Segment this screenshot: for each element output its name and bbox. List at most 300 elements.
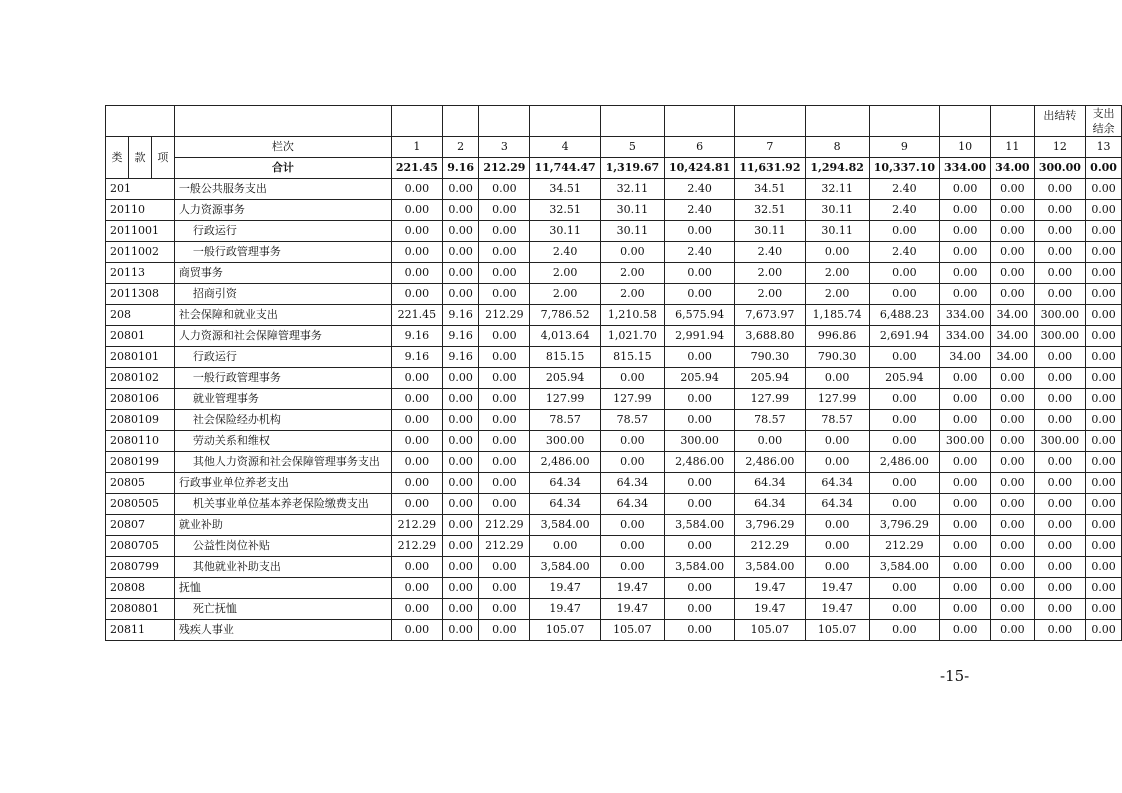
row-value: 0.00 [391, 431, 442, 452]
row-value: 0.00 [665, 263, 735, 284]
row-value: 3,584.00 [869, 557, 939, 578]
row-value: 0.00 [665, 473, 735, 494]
row-value: 6,575.94 [665, 305, 735, 326]
row-name: 一般行政管理事务 [174, 368, 391, 389]
total-value: 221.45 [391, 158, 442, 179]
row-name: 行政运行 [174, 347, 391, 368]
table-body [106, 106, 1122, 641]
row-name: 劳动关系和维权 [174, 431, 391, 452]
row-name: 社会保险经办机构 [174, 410, 391, 431]
row-value: 0.00 [1034, 515, 1086, 536]
row-value: 0.00 [940, 452, 991, 473]
total-value: 1,319.67 [600, 158, 664, 179]
row-value: 300.00 [1034, 431, 1086, 452]
row-code: 2080801 [106, 599, 175, 620]
row-value: 0.00 [869, 221, 939, 242]
col-number: 7 [735, 137, 805, 158]
table-row [106, 473, 1122, 494]
row-value: 0.00 [391, 389, 442, 410]
row-value: 0.00 [1034, 599, 1086, 620]
row-name: 残疾人事业 [174, 620, 391, 641]
row-value: 221.45 [391, 305, 442, 326]
row-value: 0.00 [600, 242, 664, 263]
total-value: 0.00 [1086, 158, 1122, 179]
row-value: 0.00 [665, 410, 735, 431]
row-value: 0.00 [805, 242, 869, 263]
row-value: 0.00 [391, 578, 442, 599]
row-value: 2.00 [805, 263, 869, 284]
row-value: 0.00 [805, 431, 869, 452]
row-value: 0.00 [1034, 578, 1086, 599]
row-value: 300.00 [1034, 305, 1086, 326]
row-value: 0.00 [1034, 473, 1086, 494]
row-value: 212.29 [391, 536, 442, 557]
row-code: 201 [106, 179, 175, 200]
row-value: 0.00 [391, 242, 442, 263]
total-row [106, 158, 1122, 179]
row-value: 0.00 [391, 473, 442, 494]
row-value: 300.00 [530, 431, 600, 452]
row-value: 34.00 [940, 347, 991, 368]
row-value: 64.34 [530, 473, 600, 494]
row-value: 64.34 [805, 473, 869, 494]
table-row [106, 221, 1122, 242]
row-value: 3,584.00 [530, 515, 600, 536]
row-name: 行政事业单位养老支出 [174, 473, 391, 494]
row-value: 0.00 [1086, 410, 1122, 431]
row-value: 2.40 [530, 242, 600, 263]
table-row [106, 599, 1122, 620]
row-value: 34.51 [530, 179, 600, 200]
row-code: 2080505 [106, 494, 175, 515]
row-value: 0.00 [442, 389, 478, 410]
total-value: 1,294.82 [805, 158, 869, 179]
row-code: 20113 [106, 263, 175, 284]
row-value: 212.29 [391, 515, 442, 536]
row-value: 0.00 [940, 410, 991, 431]
row-code: 20807 [106, 515, 175, 536]
row-value: 127.99 [735, 389, 805, 410]
row-value: 30.11 [600, 221, 664, 242]
row-value: 0.00 [991, 179, 1034, 200]
table-row [106, 389, 1122, 410]
table-row [106, 494, 1122, 515]
row-value: 2,691.94 [869, 326, 939, 347]
row-value: 64.34 [735, 473, 805, 494]
row-value: 0.00 [805, 452, 869, 473]
row-value: 0.00 [1086, 389, 1122, 410]
row-value: 0.00 [479, 431, 530, 452]
header-cell-empty [391, 106, 442, 137]
row-value: 0.00 [1086, 200, 1122, 221]
table-row [106, 284, 1122, 305]
row-value: 78.57 [805, 410, 869, 431]
row-value: 0.00 [1034, 410, 1086, 431]
table-row [106, 431, 1122, 452]
row-value: 0.00 [479, 410, 530, 431]
section-header: 款 [128, 137, 151, 179]
row-value: 3,584.00 [665, 557, 735, 578]
row-value: 30.11 [530, 221, 600, 242]
total-value: 11,631.92 [735, 158, 805, 179]
row-value: 34.00 [991, 326, 1034, 347]
row-value: 32.51 [530, 200, 600, 221]
row-value: 9.16 [442, 347, 478, 368]
row-value: 7,673.97 [735, 305, 805, 326]
row-code: 208 [106, 305, 175, 326]
col-number: 9 [869, 137, 939, 158]
row-value: 0.00 [869, 263, 939, 284]
header-cell-empty [940, 106, 991, 137]
row-value: 9.16 [391, 326, 442, 347]
row-value: 0.00 [869, 578, 939, 599]
row-value: 2.00 [600, 284, 664, 305]
row-value: 0.00 [1086, 578, 1122, 599]
row-code: 2080110 [106, 431, 175, 452]
col-number: 11 [991, 137, 1034, 158]
row-value: 0.00 [991, 200, 1034, 221]
header-cell-empty [479, 106, 530, 137]
row-value: 0.00 [600, 452, 664, 473]
row-value: 3,796.29 [735, 515, 805, 536]
col-number: 1 [391, 137, 442, 158]
row-value: 0.00 [479, 389, 530, 410]
row-value: 815.15 [600, 347, 664, 368]
row-name: 公益性岗位补贴 [174, 536, 391, 557]
col-number: 8 [805, 137, 869, 158]
row-value: 205.94 [530, 368, 600, 389]
row-value: 105.07 [735, 620, 805, 641]
header-name-top [174, 106, 391, 137]
row-value: 0.00 [442, 473, 478, 494]
row-value: 0.00 [1086, 473, 1122, 494]
row-value: 64.34 [600, 494, 664, 515]
row-code: 2080109 [106, 410, 175, 431]
item-header: 项 [151, 137, 174, 179]
row-name: 一般公共服务支出 [174, 179, 391, 200]
row-value: 2.00 [805, 284, 869, 305]
table-row [106, 452, 1122, 473]
row-value: 9.16 [442, 305, 478, 326]
row-name: 社会保障和就业支出 [174, 305, 391, 326]
row-value: 0.00 [391, 410, 442, 431]
row-value: 9.16 [442, 326, 478, 347]
row-value: 2,486.00 [530, 452, 600, 473]
row-value: 0.00 [1034, 242, 1086, 263]
row-value: 0.00 [991, 515, 1034, 536]
total-value: 9.16 [442, 158, 478, 179]
row-value: 3,584.00 [665, 515, 735, 536]
row-value: 0.00 [1086, 326, 1122, 347]
row-code: 2080199 [106, 452, 175, 473]
header-corner-top [106, 106, 175, 137]
row-value: 32.11 [805, 179, 869, 200]
row-value: 0.00 [479, 599, 530, 620]
row-value: 0.00 [479, 452, 530, 473]
row-value: 0.00 [479, 347, 530, 368]
row-value: 0.00 [869, 410, 939, 431]
row-value: 0.00 [1086, 536, 1122, 557]
row-value: 30.11 [805, 221, 869, 242]
row-value: 300.00 [1034, 326, 1086, 347]
row-value: 0.00 [391, 599, 442, 620]
row-value: 0.00 [991, 431, 1034, 452]
row-value: 0.00 [665, 494, 735, 515]
row-code: 20805 [106, 473, 175, 494]
row-value: 0.00 [391, 494, 442, 515]
row-value: 19.47 [805, 578, 869, 599]
col-number: 3 [479, 137, 530, 158]
row-value: 105.07 [600, 620, 664, 641]
row-value: 0.00 [600, 368, 664, 389]
row-value: 0.00 [442, 179, 478, 200]
row-value: 19.47 [600, 599, 664, 620]
row-value: 212.29 [479, 305, 530, 326]
row-value: 0.00 [940, 494, 991, 515]
row-value: 2.40 [735, 242, 805, 263]
row-name: 抚恤 [174, 578, 391, 599]
row-value: 0.00 [940, 179, 991, 200]
row-value: 0.00 [665, 389, 735, 410]
table-row [106, 242, 1122, 263]
row-value: 0.00 [991, 578, 1034, 599]
row-value: 0.00 [442, 578, 478, 599]
row-value: 0.00 [940, 536, 991, 557]
row-value: 0.00 [991, 284, 1034, 305]
row-value: 0.00 [442, 242, 478, 263]
row-index-label: 栏次 [174, 137, 391, 158]
row-code: 20811 [106, 620, 175, 641]
row-value: 0.00 [1086, 347, 1122, 368]
row-value: 0.00 [940, 368, 991, 389]
row-value: 0.00 [991, 536, 1034, 557]
row-value: 9.16 [391, 347, 442, 368]
row-value: 0.00 [1034, 263, 1086, 284]
table-row [106, 305, 1122, 326]
row-value: 0.00 [442, 494, 478, 515]
row-value: 0.00 [1034, 620, 1086, 641]
row-value: 64.34 [805, 494, 869, 515]
row-value: 0.00 [391, 200, 442, 221]
row-value: 2,486.00 [665, 452, 735, 473]
row-value: 0.00 [442, 200, 478, 221]
row-value: 0.00 [1086, 305, 1122, 326]
row-value: 300.00 [940, 431, 991, 452]
row-value: 0.00 [479, 179, 530, 200]
row-value: 0.00 [1086, 242, 1122, 263]
row-value: 0.00 [530, 536, 600, 557]
header-cell-empty [869, 106, 939, 137]
row-value: 0.00 [869, 473, 939, 494]
row-value: 0.00 [991, 410, 1034, 431]
row-name: 机关事业单位基本养老保险缴费支出 [174, 494, 391, 515]
total-value: 10,337.10 [869, 158, 939, 179]
row-code: 2011001 [106, 221, 175, 242]
row-value: 2.40 [869, 179, 939, 200]
row-value: 32.51 [735, 200, 805, 221]
row-code: 2011308 [106, 284, 175, 305]
col-number: 2 [442, 137, 478, 158]
total-value: 334.00 [940, 158, 991, 179]
row-value: 0.00 [442, 452, 478, 473]
row-value: 3,796.29 [869, 515, 939, 536]
row-value: 0.00 [991, 473, 1034, 494]
row-value: 6,488.23 [869, 305, 939, 326]
row-value: 0.00 [1034, 557, 1086, 578]
row-value: 212.29 [869, 536, 939, 557]
row-value: 2.40 [665, 179, 735, 200]
row-value: 0.00 [665, 599, 735, 620]
table-row [106, 578, 1122, 599]
row-value: 0.00 [1034, 284, 1086, 305]
header-cell-empty [665, 106, 735, 137]
col-number: 13 [1086, 137, 1122, 158]
row-value: 2.00 [735, 263, 805, 284]
total-value: 10,424.81 [665, 158, 735, 179]
col-number: 6 [665, 137, 735, 158]
row-name: 行政运行 [174, 221, 391, 242]
row-value: 0.00 [869, 599, 939, 620]
row-value: 127.99 [805, 389, 869, 410]
total-value: 212.29 [479, 158, 530, 179]
row-name: 商贸事务 [174, 263, 391, 284]
row-value: 0.00 [991, 557, 1034, 578]
row-value: 127.99 [600, 389, 664, 410]
total-value: 11,744.47 [530, 158, 600, 179]
row-value: 34.00 [991, 305, 1034, 326]
row-value: 0.00 [1086, 557, 1122, 578]
row-value: 0.00 [479, 242, 530, 263]
row-value: 0.00 [442, 599, 478, 620]
row-name: 死亡抚恤 [174, 599, 391, 620]
row-value: 0.00 [1086, 431, 1122, 452]
row-value: 30.11 [805, 200, 869, 221]
row-value: 0.00 [1086, 515, 1122, 536]
row-value: 2.40 [869, 242, 939, 263]
row-value: 0.00 [1034, 200, 1086, 221]
row-value: 0.00 [940, 221, 991, 242]
row-value: 0.00 [1034, 452, 1086, 473]
row-value: 0.00 [1086, 263, 1122, 284]
row-value: 0.00 [442, 620, 478, 641]
row-value: 0.00 [391, 557, 442, 578]
table-row [106, 536, 1122, 557]
row-value: 19.47 [530, 599, 600, 620]
header-cell-empty [735, 106, 805, 137]
row-value: 0.00 [805, 515, 869, 536]
row-name: 就业管理事务 [174, 389, 391, 410]
row-value: 0.00 [479, 221, 530, 242]
row-value: 815.15 [530, 347, 600, 368]
row-code: 2080102 [106, 368, 175, 389]
row-value: 0.00 [665, 284, 735, 305]
row-value: 0.00 [600, 557, 664, 578]
row-value: 0.00 [391, 221, 442, 242]
total-label: 合计 [174, 158, 391, 179]
row-code: 2080106 [106, 389, 175, 410]
row-value: 0.00 [391, 263, 442, 284]
row-value: 0.00 [479, 284, 530, 305]
row-value: 790.30 [805, 347, 869, 368]
class-header: 类 [106, 137, 129, 179]
row-value: 0.00 [391, 620, 442, 641]
row-name: 人力资源和社会保障管理事务 [174, 326, 391, 347]
col-number: 4 [530, 137, 600, 158]
row-code: 20801 [106, 326, 175, 347]
row-value: 0.00 [869, 389, 939, 410]
row-value: 0.00 [600, 431, 664, 452]
row-value: 205.94 [869, 368, 939, 389]
row-code: 2080101 [106, 347, 175, 368]
row-name: 就业补助 [174, 515, 391, 536]
row-code: 2011002 [106, 242, 175, 263]
row-value: 0.00 [442, 536, 478, 557]
row-value: 0.00 [991, 242, 1034, 263]
row-value: 0.00 [869, 347, 939, 368]
row-value: 996.86 [805, 326, 869, 347]
row-value: 0.00 [940, 284, 991, 305]
row-value: 0.00 [391, 284, 442, 305]
budget-table [105, 105, 1122, 641]
row-value: 2,991.94 [665, 326, 735, 347]
row-code: 2080705 [106, 536, 175, 557]
row-value: 0.00 [869, 620, 939, 641]
row-value: 0.00 [391, 368, 442, 389]
header-row-index [106, 137, 1122, 158]
row-value: 0.00 [940, 557, 991, 578]
row-value: 1,210.58 [600, 305, 664, 326]
row-value: 0.00 [869, 494, 939, 515]
row-value: 0.00 [665, 536, 735, 557]
row-value: 78.57 [600, 410, 664, 431]
col12-header: 出结转 [1034, 106, 1086, 137]
col13-header: 支出结余 [1086, 106, 1122, 137]
row-value: 0.00 [665, 578, 735, 599]
col-number: 5 [600, 137, 664, 158]
row-value: 212.29 [735, 536, 805, 557]
row-value: 34.00 [991, 347, 1034, 368]
row-value: 0.00 [442, 368, 478, 389]
row-value: 790.30 [735, 347, 805, 368]
row-name: 其他人力资源和社会保障管理事务支出 [174, 452, 391, 473]
row-value: 0.00 [805, 536, 869, 557]
row-value: 0.00 [940, 200, 991, 221]
row-value: 0.00 [665, 620, 735, 641]
row-value: 64.34 [530, 494, 600, 515]
row-value: 0.00 [391, 179, 442, 200]
row-value: 0.00 [940, 599, 991, 620]
row-value: 2.00 [735, 284, 805, 305]
row-value: 205.94 [735, 368, 805, 389]
header-cell-empty [600, 106, 664, 137]
row-value: 30.11 [600, 200, 664, 221]
row-value: 2,486.00 [735, 452, 805, 473]
total-value: 34.00 [991, 158, 1034, 179]
row-value: 0.00 [391, 452, 442, 473]
row-value: 0.00 [1086, 452, 1122, 473]
row-name: 人力资源事务 [174, 200, 391, 221]
row-value: 0.00 [479, 326, 530, 347]
row-value: 0.00 [1086, 620, 1122, 641]
row-value: 0.00 [991, 368, 1034, 389]
row-value: 4,013.64 [530, 326, 600, 347]
row-value: 3,688.80 [735, 326, 805, 347]
row-value: 32.11 [600, 179, 664, 200]
row-value: 0.00 [665, 347, 735, 368]
row-value: 19.47 [735, 599, 805, 620]
row-value: 0.00 [991, 221, 1034, 242]
table-row [106, 179, 1122, 200]
